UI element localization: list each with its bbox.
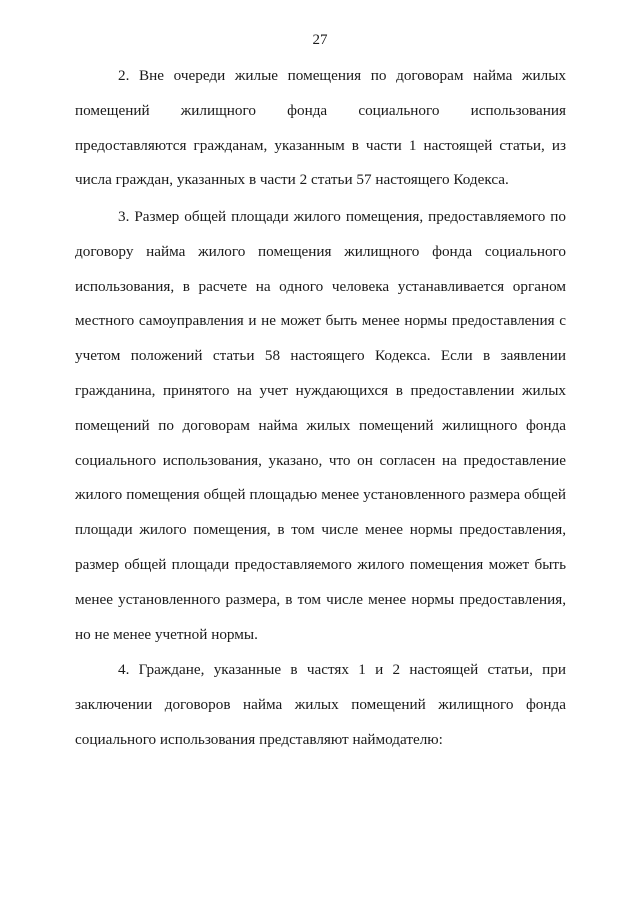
paragraph-2: 2. Вне очереди жилые помещения по договорам найма жилых помещений жилищного фонда социального использования предоставляются гражданам, указанным в части 1 настоящей статьи, из числа граждан, указанных в части 2 статьи 57 настоящего Кодекса. bbox=[75, 67, 566, 189]
page-number: 27 bbox=[312, 32, 328, 48]
paragraph-3: 3. Размер общей площади жилого помещения, предоставляемого по договору найма жилого помещения жилищного фонда социального использования, в расчете на одного человека устанавливается органом местного самоуправления и не может быть менее нормы предоставления с учетом положений статьи 58 настоящего Кодекса. Если в заявлении гражданина, принятого на учет нуждающихся в предоставлении жилых помещений по договорам найма жилых помещений жилищного фонда социального использования, указано, что он согласен на предоставление жилого помещения общей площадью менее установленного размера общей площади жилого помещения, в том числе менее нормы предоставления, размер общей площади предоставляемого жилого помещения может быть менее установленного размера, в том числе менее нормы предоставления, но не менее учетной нормы. bbox=[75, 208, 566, 643]
paragraph-4: 4. Граждане, указанные в частях 1 и 2 настоящей статьи, при заключении договоров найма жилых помещений жилищного фонда социального использования представляют наймодателю: bbox=[75, 661, 566, 748]
